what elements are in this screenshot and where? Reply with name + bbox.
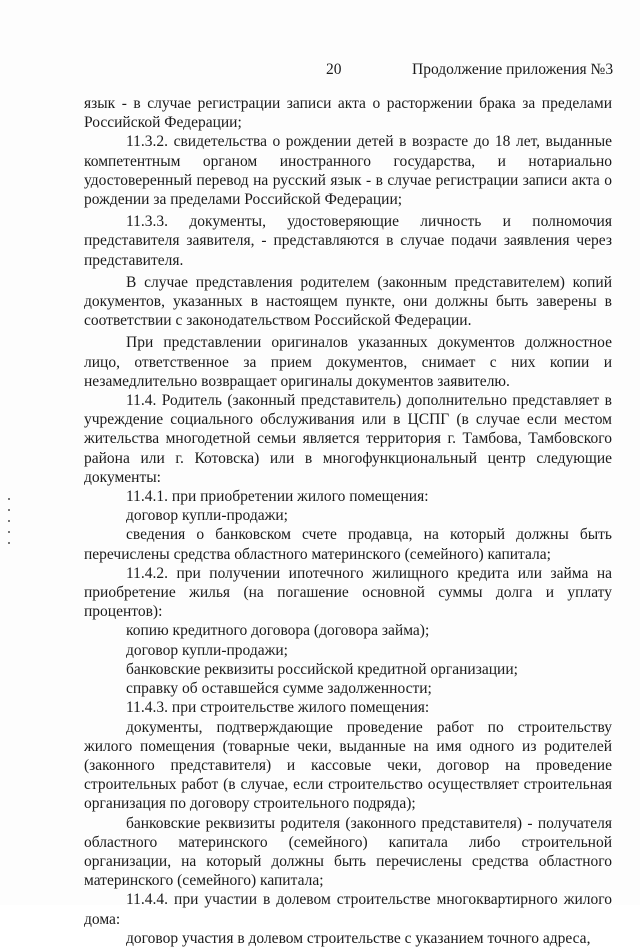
punch-mark xyxy=(8,542,10,544)
paragraph-11-4-3: 11.4.3. при строительстве жилого помещения: xyxy=(126,699,430,717)
list-item-bank-details: банковские реквизиты российской кредитной организации; xyxy=(126,660,518,678)
list-item-debt-certificate: справку об оставшейся сумме задолженности; xyxy=(126,680,432,698)
punch-mark xyxy=(8,520,10,522)
punch-mark xyxy=(8,531,10,533)
page-header xyxy=(0,61,640,83)
list-item-sale-contract: договор купли-продажи; xyxy=(126,507,288,525)
punch-mark xyxy=(8,509,10,511)
paragraph-construction-documents: документы, подтверждающие проведение работ по строительству жилого помещения (товарные чеки, выданные на имя одного из родителей (законного представителя) и кассовые чеки, договор на проведение строительных работ (в случае, если строительство осуществляет строительная организация по договору строительного подряда); xyxy=(84,718,612,813)
paragraph-seller-bank-account: сведения о банковском счете продавца, на который должны быть перечислены средства областного материнского (семейного) капитала; xyxy=(84,526,612,563)
appendix-continuation-note: Продолжение приложения №3 xyxy=(412,61,614,78)
list-item-sale-contract-2: договор купли-продажи; xyxy=(126,641,288,659)
punch-mark xyxy=(8,498,10,500)
paragraph-shared-construction-contract: договор участия в долевом строительстве с указанием точного адреса, xyxy=(126,929,591,947)
list-item-credit-contract: копию кредитного договора (договора займа); xyxy=(126,622,430,640)
paragraph-11-3-2: 11.3.2. свидетельства о рождении детей в возрасте до 18 лет, выданные компетентным органом иностранного государства, и нотариально удостоверенный перевод на русский язык - в случае регистрации записи акта о рождении за пределами Российской Федерации; xyxy=(84,133,612,209)
paragraph-11-4-2: 11.4.2. при получении ипотечного жилищного кредита или займа на приобретение жилья (на погашение основной суммы долга и уплату процентов): xyxy=(84,564,612,621)
page-number: 20 xyxy=(326,61,342,78)
paragraph-originals-return: При представлении оригиналов указанных документов должностное лицо, ответственное за прием документов, снимает с них копии и незамедлительно возвращает оригиналы документов заявителю. xyxy=(84,334,612,390)
paragraph-copies-certification: В случае представления родителем (законным представителем) копий документов, указанных в настоящем пункте, они должны быть заверены в соответствии с законодательством Российской Федерации. xyxy=(84,273,612,330)
paragraph-11-3-3: 11.3.3. документы, удостоверяющие личность и полномочия представителя заявителя, - представляются в случае подачи заявления через представителя. xyxy=(84,213,612,269)
paragraph-11-4: 11.4. Родитель (законный представитель) дополнительно представляет в учреждение социального обслуживания или в ЦСПГ (в случае если местом жительства многодетной семьи является территория г. Тамбова, Тамбовского района или г. Котовска) или в многофункциональный центр следующие документы: xyxy=(84,392,612,486)
paragraph-recipient-bank-details: банковские реквизиты родителя (законного представителя) - получателя областного материнского (семейного) капитала либо строительной организации, на который должны быть перечислены средства областного материнского (семейного) капитала; xyxy=(84,814,612,890)
paragraph-11-4-1: 11.4.1. при приобретении жилого помещения: xyxy=(126,488,429,506)
paragraph-divorce-registration: язык - в случае регистрации записи акта о расторжении брака за пределами Российской Федерации; xyxy=(84,95,612,132)
margin-punch-marks xyxy=(8,498,12,558)
document-body xyxy=(84,94,612,948)
paragraph-11-4-4: 11.4.4. при участии в долевом строительстве многоквартирного жилого дома: xyxy=(84,891,612,928)
